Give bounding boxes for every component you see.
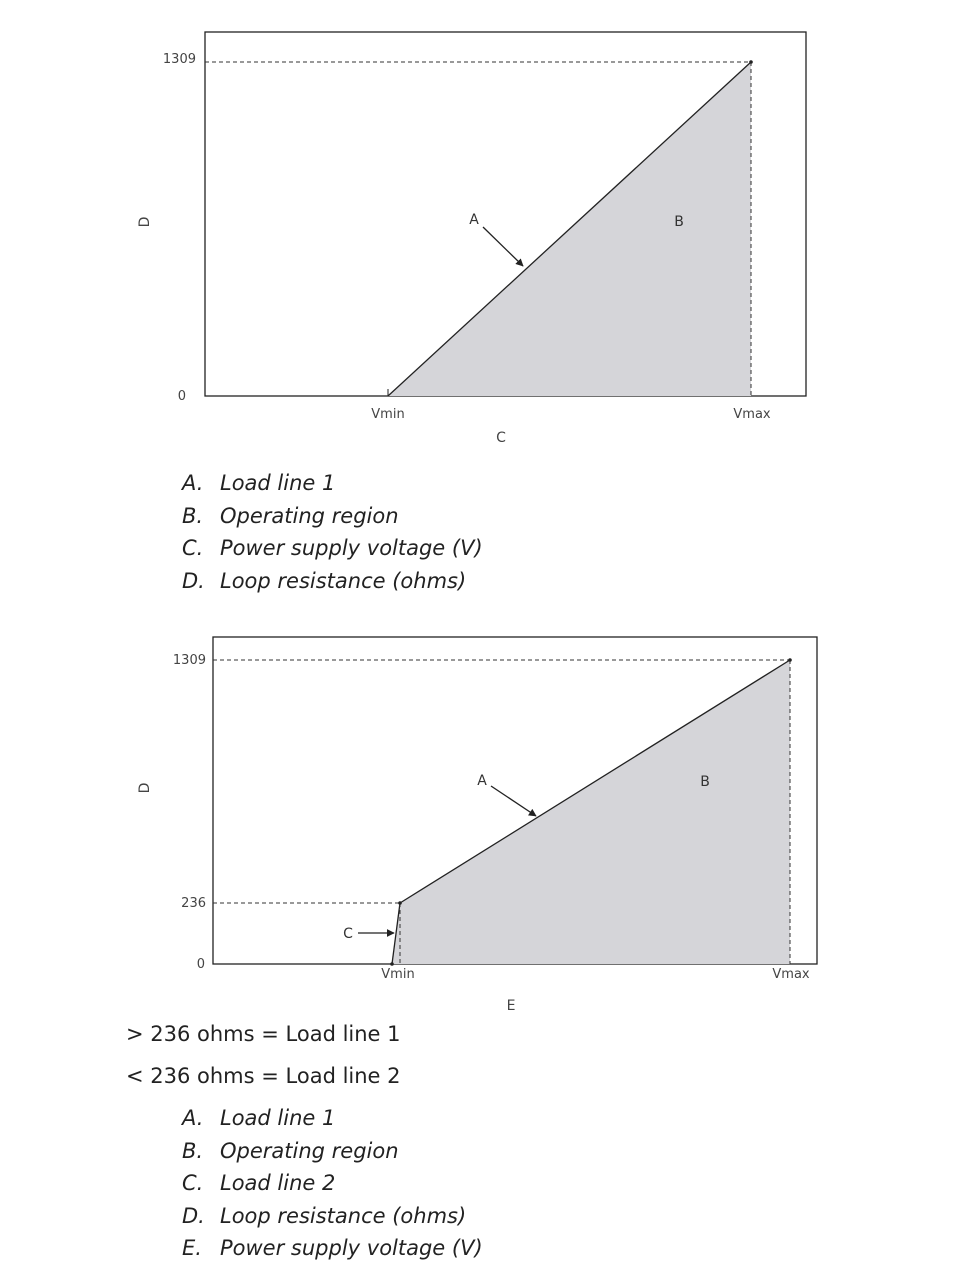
- note-load-line-2: < 236 ohms = Load line 2: [126, 1064, 401, 1088]
- legend-text: Power supply voltage (V): [220, 1236, 483, 1260]
- chart-1-legend: [182, 467, 483, 597]
- chart-1-vmax-point: [749, 60, 753, 64]
- legend-item: [182, 532, 483, 565]
- chart-2-vmax-point: [788, 658, 792, 662]
- chart-1-callout-b: B: [674, 214, 684, 230]
- legend-item: [182, 565, 483, 598]
- legend-item: [182, 500, 483, 533]
- chart-2-knee-point: [398, 901, 402, 905]
- legend-item: [182, 467, 483, 500]
- legend-text: Operating region: [220, 1138, 399, 1163]
- chart-2-callout-a: A: [477, 773, 487, 789]
- chart-2-operating-region: [392, 660, 790, 964]
- legend-text: Load line 1: [220, 1106, 336, 1130]
- legend-text: Loop resistance (ohms): [220, 1203, 467, 1228]
- chart-2-y-axis-label: D: [137, 782, 153, 794]
- chart-2-callout-b: B: [700, 774, 710, 790]
- legend-text: Load line 1: [220, 471, 336, 495]
- legend-key: E.: [182, 1236, 202, 1260]
- legend-key: C.: [182, 1171, 204, 1195]
- legend-text: Operating region: [220, 503, 399, 528]
- chart-2-x-axis-label: E: [506, 998, 516, 1014]
- legend-key: A.: [182, 1106, 204, 1130]
- chart-2-vmin-point: [390, 962, 394, 966]
- chart-2: [137, 637, 817, 1014]
- chart-1-x-axis-label: C: [496, 430, 506, 446]
- chart-2-ytick-236: 236: [181, 896, 206, 911]
- legend-item: [182, 1232, 483, 1265]
- chart-1-xtick-vmax: Vmax: [733, 407, 771, 422]
- legend-key: B.: [182, 1138, 204, 1163]
- legend-key: B.: [182, 503, 204, 528]
- legend-key: D.: [182, 568, 205, 593]
- legend-item: [182, 1200, 483, 1233]
- chart-2-callout-a-arrow: [491, 786, 536, 816]
- chart-2-xtick-vmax: Vmax: [772, 967, 810, 982]
- chart-2-xtick-vmin: Vmin: [381, 967, 415, 982]
- legend-item: [182, 1167, 483, 1200]
- legend-text: Power supply voltage (V): [220, 536, 483, 560]
- chart-2-legend: [182, 1102, 483, 1265]
- chart-1-callout-a: A: [469, 212, 479, 228]
- chart-1: [137, 32, 806, 446]
- chart-2-callout-c: C: [343, 926, 353, 942]
- chart-1-y-axis-label: D: [137, 216, 153, 228]
- legend-text: Loop resistance (ohms): [220, 568, 467, 593]
- note-load-line-1: > 236 ohms = Load line 1: [126, 1022, 401, 1046]
- chart-1-ytick-0: 0: [177, 389, 186, 404]
- legend-key: D.: [182, 1203, 205, 1228]
- legend-key: C.: [182, 536, 204, 560]
- chart-1-ytick-1309: 1309: [162, 52, 196, 67]
- legend-key: A.: [182, 471, 204, 495]
- chart-1-callout-a-arrow: [483, 227, 523, 266]
- legend-text: Load line 2: [220, 1171, 336, 1195]
- chart-2-ytick-0: 0: [196, 957, 205, 972]
- legend-item: [182, 1135, 483, 1168]
- chart-2-ytick-1309: 1309: [172, 653, 206, 668]
- legend-item: [182, 1102, 483, 1135]
- chart-1-xtick-vmin: Vmin: [371, 407, 405, 422]
